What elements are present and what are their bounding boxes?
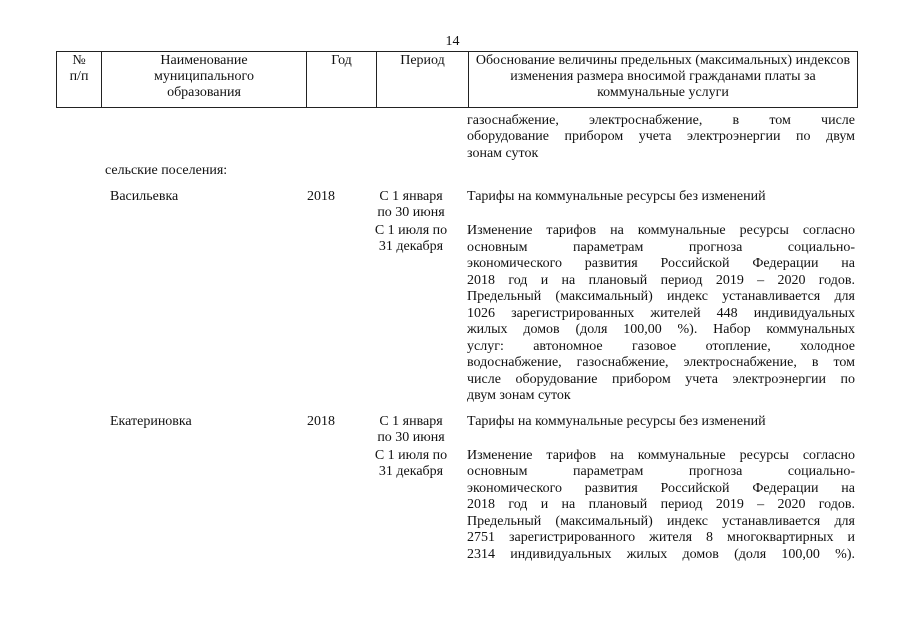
period-line: 31 декабря bbox=[378, 239, 444, 255]
row-basis-first-half: Тарифы на коммунальные ресурсы без изменений bbox=[467, 414, 766, 429]
period-line: по 30 июня bbox=[377, 205, 445, 221]
basis-line: 2018 год и на плановый период 2019 – 2020 годов. bbox=[467, 497, 855, 512]
header-col-name: Наименование муниципального образования bbox=[102, 52, 307, 108]
basis-line: водоснабжение, газоснабжение, электроснабжение, в том bbox=[467, 355, 855, 370]
basis-line: Изменение тарифов на коммунальные ресурсы согласно bbox=[467, 223, 855, 238]
continuation-line: зонам суток bbox=[467, 146, 539, 161]
basis-line: Предельный (максимальный) индекс устанавливается для bbox=[467, 289, 855, 304]
basis-line: 2751 зарегистрированного жителя 8 многоквартирных и bbox=[467, 530, 855, 545]
row-period-first-half bbox=[365, 414, 457, 447]
basis-line: основным параметрам прогноза социально- bbox=[467, 240, 855, 255]
basis-line: двум зонам суток bbox=[467, 388, 571, 403]
basis-line: экономического развития Российской Федерации на bbox=[467, 256, 855, 271]
page-number: 14 bbox=[445, 34, 460, 49]
row-year: 2018 bbox=[307, 189, 335, 204]
basis-line: экономического развития Российской Федерации на bbox=[467, 481, 855, 496]
period-line: С 1 июля по bbox=[374, 448, 448, 463]
period-line: 31 декабря bbox=[378, 464, 444, 480]
basis-line: 2018 год и на плановый период 2019 – 2020 годов. bbox=[467, 273, 855, 288]
continuation-line: оборудование прибором учета электроэнергии по двум bbox=[467, 129, 855, 144]
row-year: 2018 bbox=[307, 414, 335, 429]
section-label: сельские поселения: bbox=[105, 163, 228, 178]
continuation-line: газоснабжение, электроснабжение, в том числе bbox=[467, 113, 855, 128]
basis-line: услуг: автономное газовое отопление, холодное bbox=[467, 339, 855, 354]
header-col-basis: Обоснование величины предельных (максимальных) индексов изменения размера вносимой гражданами платы за коммунальные услуги bbox=[469, 52, 858, 108]
basis-line: числе оборудование прибором учета электроэнергии по bbox=[467, 372, 855, 387]
header-col-number: № п/п bbox=[57, 52, 102, 108]
basis-line: Изменение тарифов на коммунальные ресурсы согласно bbox=[467, 448, 855, 463]
period-line: по 30 июня bbox=[377, 430, 445, 446]
row-name: Васильевка bbox=[110, 189, 179, 204]
row-period-first-half bbox=[365, 189, 457, 222]
basis-line: Предельный (максимальный) индекс устанавливается для bbox=[467, 514, 855, 529]
header-col-year: Год bbox=[307, 52, 377, 108]
header-col-period: Период bbox=[377, 52, 469, 108]
period-line: С 1 января bbox=[379, 414, 443, 429]
table-header bbox=[56, 51, 858, 108]
basis-line: жилых домов (доля 100,00 %). Набор коммунальных bbox=[467, 322, 855, 337]
basis-line: основным параметрам прогноза социально- bbox=[467, 464, 855, 479]
basis-line: 2314 индивидуальных жилых домов (доля 100,00 %). bbox=[467, 547, 855, 562]
row-name: Екатериновка bbox=[110, 414, 192, 429]
period-line: С 1 января bbox=[379, 189, 443, 204]
period-line: С 1 июля по bbox=[374, 223, 448, 238]
row-period-second-half bbox=[365, 448, 457, 481]
basis-line: 1026 зарегистрированных жителей 448 индивидуальных bbox=[467, 306, 855, 321]
row-basis-first-half: Тарифы на коммунальные ресурсы без изменений bbox=[467, 189, 766, 204]
row-period-second-half bbox=[365, 223, 457, 256]
